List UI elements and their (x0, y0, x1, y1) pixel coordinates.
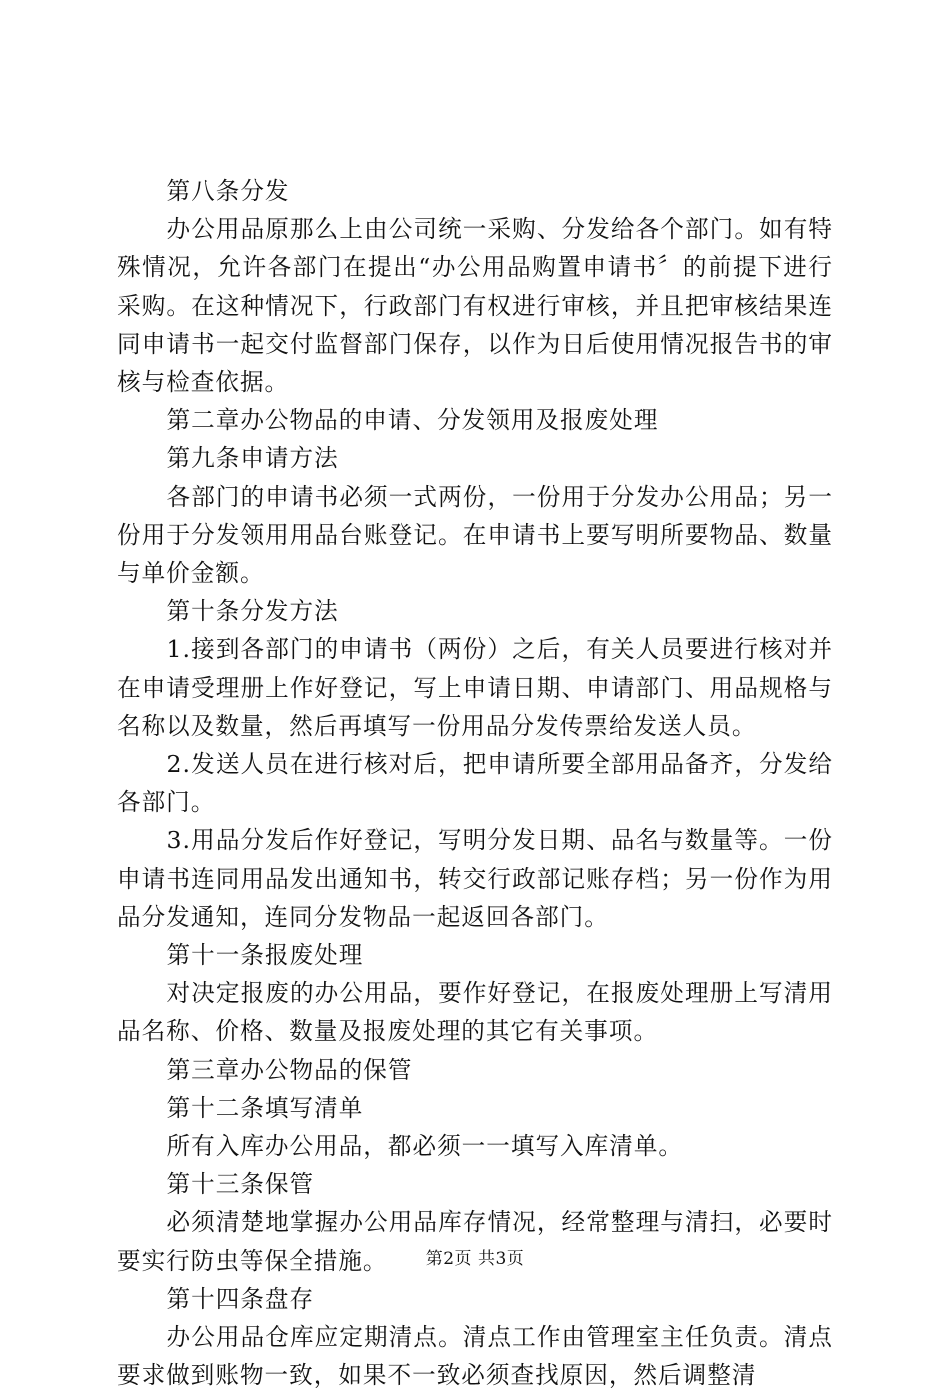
article-9-text: 各部门的申请书必须一式两份，一份用于分发办公用品；另一份用于分发领用用品台账登记。在申请书上要写明所要物品、数量与单价金额。 (117, 482, 833, 588)
article-14-heading: 第十四条盘存 (166, 1284, 315, 1313)
article-8-heading: 第八条分发 (166, 177, 290, 205)
article-12-text: 所有入库办公用品，都必须一一填写入库清单。 (166, 1132, 684, 1161)
chapter-2-heading: 第二章办公物品的申请、分发领用及报废处理 (166, 406, 659, 435)
article-10-item-2: 2.发送人员在进行核对后，把申请所要全部用品备齐，分发给各部门。 (117, 750, 833, 817)
article-12-heading: 第十二条填写清单 (166, 1093, 364, 1122)
article-11-text: 对决定报废的办公用品，要作好登记，在报废处理册上写清用品名称、价格、数量及报废处理的其它有关事项。 (117, 979, 833, 1046)
page-number-footer: 第2页 共3页 (425, 1249, 525, 1269)
article-10-item-3: 3.用品分发后作好登记，写明分发日期、品名与数量等。一份申请书连同用品发出通知书，转交行政部记账存档；另一份作为用品分发通知，连同分发物品一起返回各部门。 (117, 826, 833, 931)
article-13-text: 必须清楚地掌握办公用品库存情况，经常整理与清扫，必要时要实行防虫等保全措施。 (117, 1208, 833, 1275)
document-body (117, 172, 833, 1395)
article-11-heading: 第十一条报废处理 (166, 941, 364, 970)
article-10-heading: 第十条分发方法 (166, 597, 339, 626)
article-14-text: 办公用品仓库应定期清点。清点工作由管理室主任负责。清点要求做到账物一致，如果不一致必须查找原因，然后调整清 (117, 1323, 833, 1390)
article-9-heading: 第九条申请方法 (166, 444, 339, 473)
article-8-text: 办公用品原那么上由公司统一采购、分发给各个部门。如有特殊情况，允许各部门在提出“办公用品购置申请书〞的前提下进行采购。在这种情况下，行政部门有权进行审核，并且把审核结果连同申请书一起交付监督部门保存，以作为日后使用情况报告书的审核与检查依据。 (117, 215, 833, 397)
article-13-heading: 第十三条保管 (166, 1170, 315, 1199)
article-10-item-1: 1.接到各部门的申请书（两份）之后，有关人员要进行核对并在申请受理册上作好登记，写上申请日期、申请部门、用品规格与名称以及数量，然后再填写一份用品分发传票给发送人员。 (117, 635, 833, 740)
chapter-3-heading: 第三章办公物品的保管 (166, 1055, 413, 1084)
